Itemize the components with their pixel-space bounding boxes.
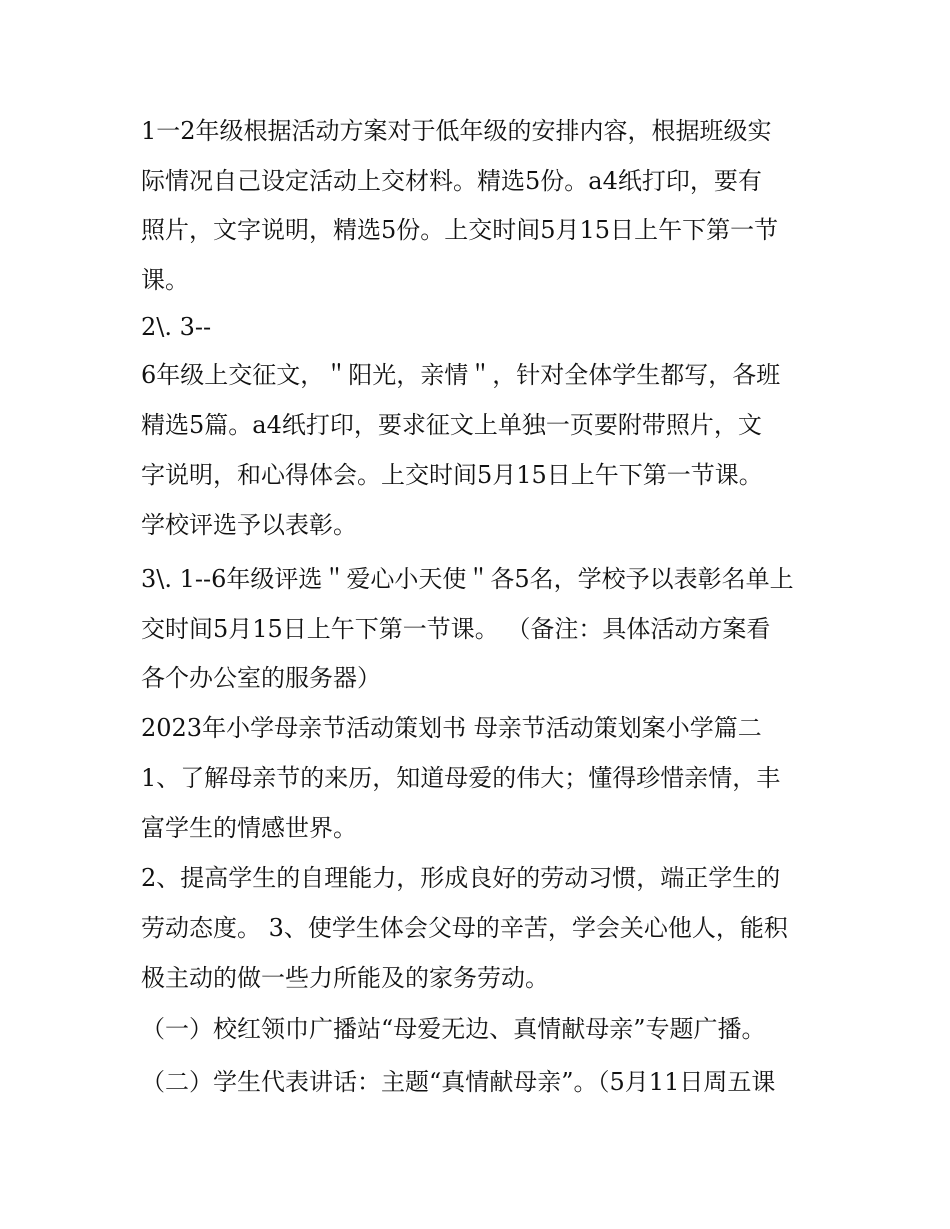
text-line: 2、提高学生的自理能力，形成良好的劳动习惯，端正学生的 xyxy=(141,864,781,892)
text-line: 1一2年级根据活动方案对于低年级的安排内容，根据班级实 xyxy=(141,117,772,145)
text-line: 交时间5月15日上午下第一节课。 （备注：具体活动方案看 xyxy=(141,615,771,643)
text-line: 照片，文字说明，精选5份。上交时间5月15日上午下第一节 xyxy=(141,216,779,244)
text-line: （一）校红领巾广播站“母爱无边、真情献母亲”专题广播。 xyxy=(141,1015,766,1043)
text-line: 字说明，和心得体会。上交时间5月15日上午下第一节课。 xyxy=(141,461,763,489)
text-line: 精选5篇。a4纸打印，要求征文上单独一页要附带照片，文 xyxy=(141,411,762,439)
text-line: 富学生的情感世界。 xyxy=(141,814,357,842)
text-line: 1、了解母亲节的来历，知道母爱的伟大；懂得珍惜亲情，丰 xyxy=(141,764,781,792)
text-line: 极主动的做一些力所能及的家务劳动。 xyxy=(141,964,549,992)
text-line: 6年级上交征文，＂阳光，亲情＂，针对全体学生都写，各班 xyxy=(141,361,781,389)
text-line: 3\. 1--6年级评选＂爱心小天使＂各5名，学校予以表彰名单上 xyxy=(141,565,794,593)
text-line: 2023年小学母亲节活动策划书 母亲节活动策划案小学篇二 xyxy=(141,714,762,742)
text-line: 2\. 3-- xyxy=(141,313,212,341)
text-line: （二）学生代表讲话：主题“真情献母亲”。（5月11日周五课 xyxy=(141,1068,776,1096)
text-line: 劳动态度。 3、使学生体会父母的辛苦，学会关心他人，能积 xyxy=(141,914,788,942)
text-line: 际情况自己设定活动上交材料。精选5份。a4纸打印，要有 xyxy=(141,167,762,195)
text-line: 学校评选予以表彰。 xyxy=(141,511,357,539)
text-line: 课。 xyxy=(141,266,189,294)
text-line: 各个办公室的服务器） xyxy=(141,664,381,692)
